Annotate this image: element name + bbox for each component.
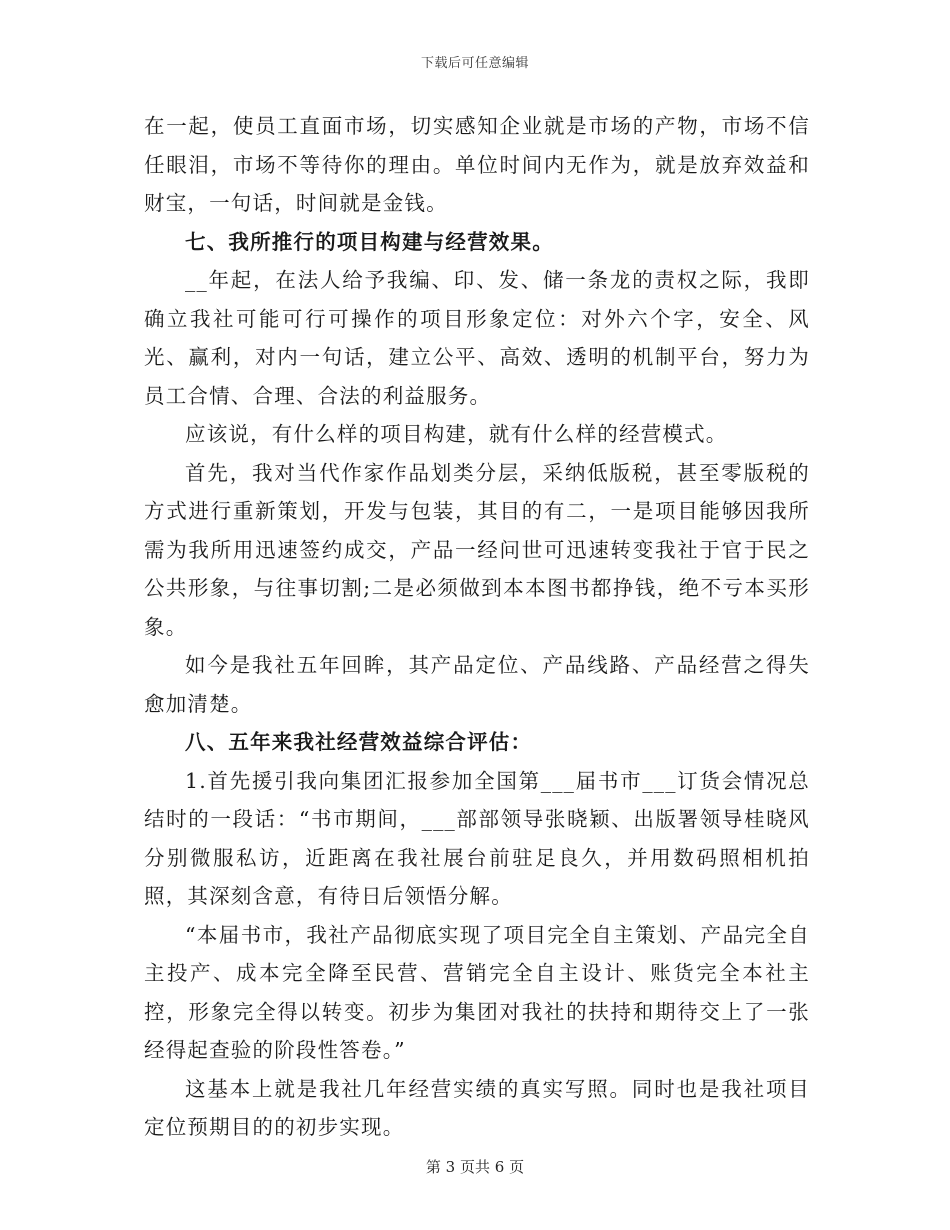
paragraph-first-strategy: 首先，我对当代作家作品划类分层，采纳低版税，甚至零版税的方式进行重新策划，开发与包装，其目的有二，一是项目能够因我所需为我所用迅速签约成交，产品一经问世可迅速转变我社于官于民之公共形象，与往事切割;二是必须做到本本图书都挣钱，绝不亏本买形象。 (144, 460, 810, 639)
paragraph-project-positioning: __年起，在法人给予我编、印、发、储一条龙的责权之际，我即确立我社可能可行可操作的项目形象定位：对外六个字，安全、风光、赢利，对内一句话，建立公平、高效、透明的机制平台，努力为员工合情、合理、合法的利益服务。 (144, 268, 810, 408)
section-heading-eight: 八、五年来我社经营效益综合评估： (185, 730, 533, 754)
paragraph-bookfair-quote: “本届书市，我社产品彻底实现了项目完全自主策划、产品完全自主投产、成本完全降至民营、营销完全自主设计、账货完全本社主控，形象完全得以转变。初步为集团对我社的扶持和期待交上了一张经得起查验的阶段性答卷。” (144, 922, 810, 1062)
section-heading-seven: 七、我所推行的项目构建与经营效果。 (185, 229, 554, 254)
paragraph-continuation: 在一起，使员工直面市场，切实感知企业就是市场的产物，市场不信任眼泪，市场不等待你的理由。单位时间内无作为，就是放弃效益和财宝，一句话，时间就是金钱。 (144, 114, 810, 215)
paragraph-five-year-review: 如今是我社五年回眸，其产品定位、产品线路、产品经营之得失愈加清楚。 (144, 653, 810, 716)
paragraph-conclusion: 这基本上就是我社几年经营实绩的真实写照。同时也是我社项目定位预期目的的初步实现。 (144, 1076, 810, 1139)
paragraph-bookfair-report: 1.首先援引我向集团汇报参加全国第___届书市___订货会情况总结时的一段话：“书市期间，___部部领导张晓颖、出版署领导桂晓风分别微服私访，近距离在我社展台前驻足良久，并用数码照相机拍照，其深刻含意，有待日后领悟分解。 (144, 768, 810, 908)
paragraph-business-model: 应该说，有什么样的项目构建，就有什么样的经营模式。 (185, 422, 728, 446)
document-body (144, 107, 810, 1147)
page-footer: 第 3 页共 6 页 (425, 1158, 525, 1176)
page-header: 下载后可任意编辑 (420, 56, 529, 71)
